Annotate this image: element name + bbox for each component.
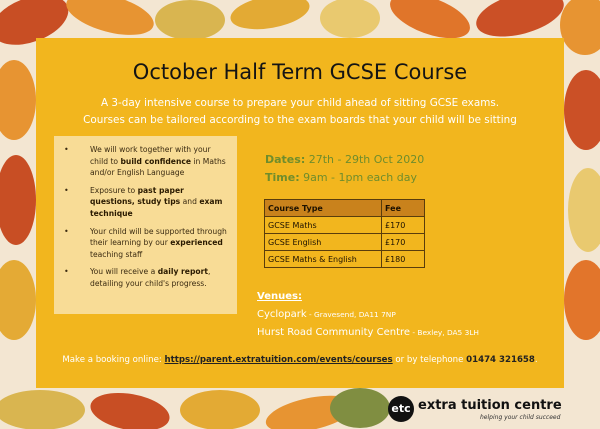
logo-mark: etc [388,396,414,422]
fee-cell: £180 [382,251,425,268]
course-dates [265,151,424,187]
dates-label: Dates: [265,153,306,166]
time-label: Time: [265,171,300,184]
column-header: Fee [382,200,425,217]
booking-telephone: 01474 321658 [466,355,535,365]
bullet-icon: • [64,185,69,195]
intro-line-2: Courses can be tailored according to the exam boards that your child will be sitting [83,114,517,126]
course-type-cell: GCSE Maths & English [265,251,382,268]
table-row [265,251,425,268]
logo-name: extra tuition centre [418,398,562,413]
intro-text [36,95,564,129]
venue-1: Cyclopark - Gravesend, DA11 7NP [257,309,396,320]
venues-heading: Venues: [257,291,302,302]
course-type-cell: GCSE English [265,234,382,251]
time-value: 9am - 1pm each day [303,171,417,184]
logo-tagline: helping your child succeed [480,414,561,421]
table-row [265,217,425,234]
booking-line: Make a booking online: https://parent.extratuition.com/events/courses or by telephone 01474 321658. [62,355,538,365]
fee-cell: £170 [382,234,425,251]
booking-link[interactable]: https://parent.extratuition.com/events/courses [164,355,393,365]
bullet-icon: • [64,267,69,277]
list-item: • We will work together with your child to build confidence in Maths and/or English Language [64,145,226,178]
table-row [265,234,425,251]
etc-logo [388,396,588,424]
list-item: • Exposure to past paper questions, study tips and exam technique [64,185,223,218]
venue-2: Hurst Road Community Centre - Bexley, DA5 3LH [257,327,479,338]
intro-line-1: A 3-day intensive course to prepare your child ahead of sitting GCSE exams. [100,97,500,109]
bullet-icon: • [64,145,69,154]
list-item: • You will receive a daily report, detailing your child's progress. [64,267,211,288]
fee-table [264,199,425,268]
venues-section [257,288,479,342]
list-item: • Your child will be supported through their learning by our experienced teaching staff [64,226,227,259]
dates-value: 27th - 29th Oct 2020 [308,153,425,166]
course-panel [36,38,564,388]
page-title: October Half Term GCSE Course [132,60,468,84]
column-header: Course Type [265,200,382,217]
fee-cell: £170 [382,217,425,234]
benefits-box [54,136,237,314]
bullet-icon: • [64,226,69,236]
course-type-cell: GCSE Maths [265,217,382,234]
